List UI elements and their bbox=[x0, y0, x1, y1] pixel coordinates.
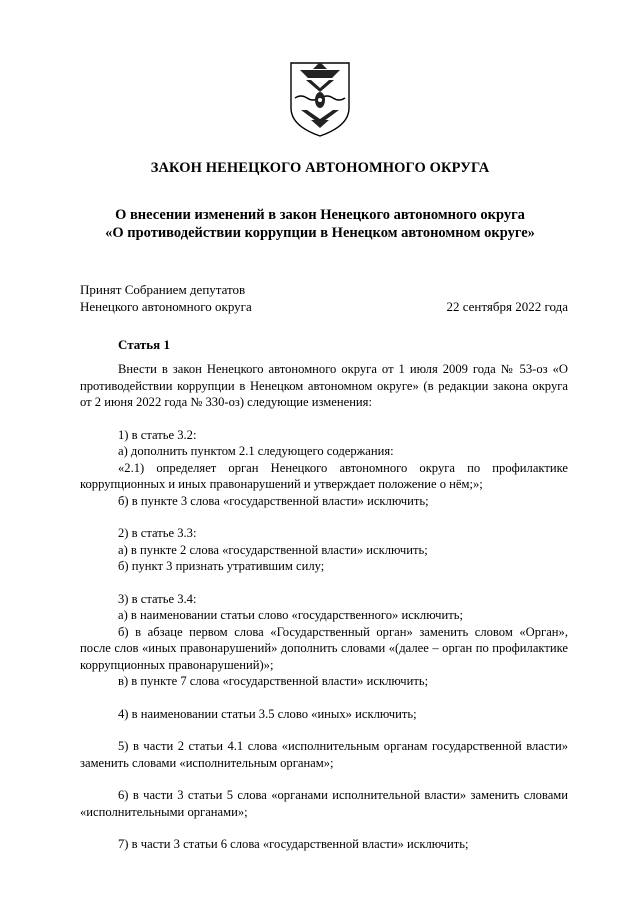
item-1-heading: 1) в статье 3.2: bbox=[118, 427, 197, 442]
article-heading: Статья 1 bbox=[118, 337, 170, 352]
item-3-heading: 3) в статье 3.4: bbox=[118, 591, 197, 606]
intro-paragraph: Внести в закон Ненецкого автономного округа от 1 июля 2009 года № 53-оз «О противодействии коррупции в Ненецком автономном округе» (в редакции закона округа от 2 июня 2022 года № 330-оз) следующие изменения: bbox=[80, 362, 568, 409]
subtitle-line-1: О внесении изменений в закон Ненецкого автономного округа bbox=[115, 207, 525, 223]
item-2-a: а) в пункте 2 слова «государственной власти» исключить; bbox=[118, 542, 428, 557]
item-7: 7) в части 3 статьи 6 слова «государственной власти» исключить; bbox=[118, 837, 469, 851]
item-1-quote: «2.1) определяет орган Ненецкого автономного округа по профилактике коррупционных и иных правонарушений и утверждает положение о нём;»; bbox=[80, 460, 568, 491]
item-3-a: а) в наименовании статьи слово «государственного» исключить; bbox=[118, 608, 463, 622]
item-1-a: а) дополнить пунктом 2.1 следующего содержания: bbox=[118, 444, 394, 458]
article-body bbox=[80, 361, 568, 853]
adoption-line-1: Принят Собранием депутатов bbox=[80, 282, 246, 297]
item-2-b: б) пункт 3 признать утратившим силу; bbox=[118, 559, 325, 573]
coat-of-arms-icon bbox=[289, 60, 351, 138]
law-title: ЗАКОН НЕНЕЦКОГО АВТОНОМНОГО ОКРУГА bbox=[150, 160, 490, 176]
adoption-date: 22 сентября 2022 года bbox=[446, 299, 568, 314]
item-5: 5) в части 2 статьи 4.1 слова «исполнительным органам государственной власти» заменить словами «исполнительным органам»; bbox=[80, 739, 568, 770]
law-subtitle bbox=[0, 206, 640, 242]
adoption-line-2: Ненецкого автономного округа bbox=[80, 299, 252, 314]
item-4: 4) в наименовании статьи 3.5 слово «иных» исключить; bbox=[118, 706, 417, 721]
item-2-heading: 2) в статье 3.3: bbox=[118, 526, 197, 540]
adoption-note bbox=[80, 281, 252, 315]
item-3-c: в) в пункте 7 слова «государственной власти» исключить; bbox=[118, 674, 429, 688]
subtitle-line-2: «О противодействии коррупции в Ненецком автономном округе» bbox=[105, 225, 535, 241]
item-1-b: б) в пункте 3 слова «государственной власти» исключить; bbox=[118, 493, 429, 508]
item-3-b: б) в абзаце первом слова «Государственный орган» заменить словом «Орган», после слов «иных правонарушений» дополнить словами «(далее – орган по профилактике коррупционных правонарушений)»; bbox=[80, 624, 568, 672]
item-6: 6) в части 3 статьи 5 слова «органами исполнительной власти» заменить словами «исполнительными органами»; bbox=[80, 788, 568, 819]
